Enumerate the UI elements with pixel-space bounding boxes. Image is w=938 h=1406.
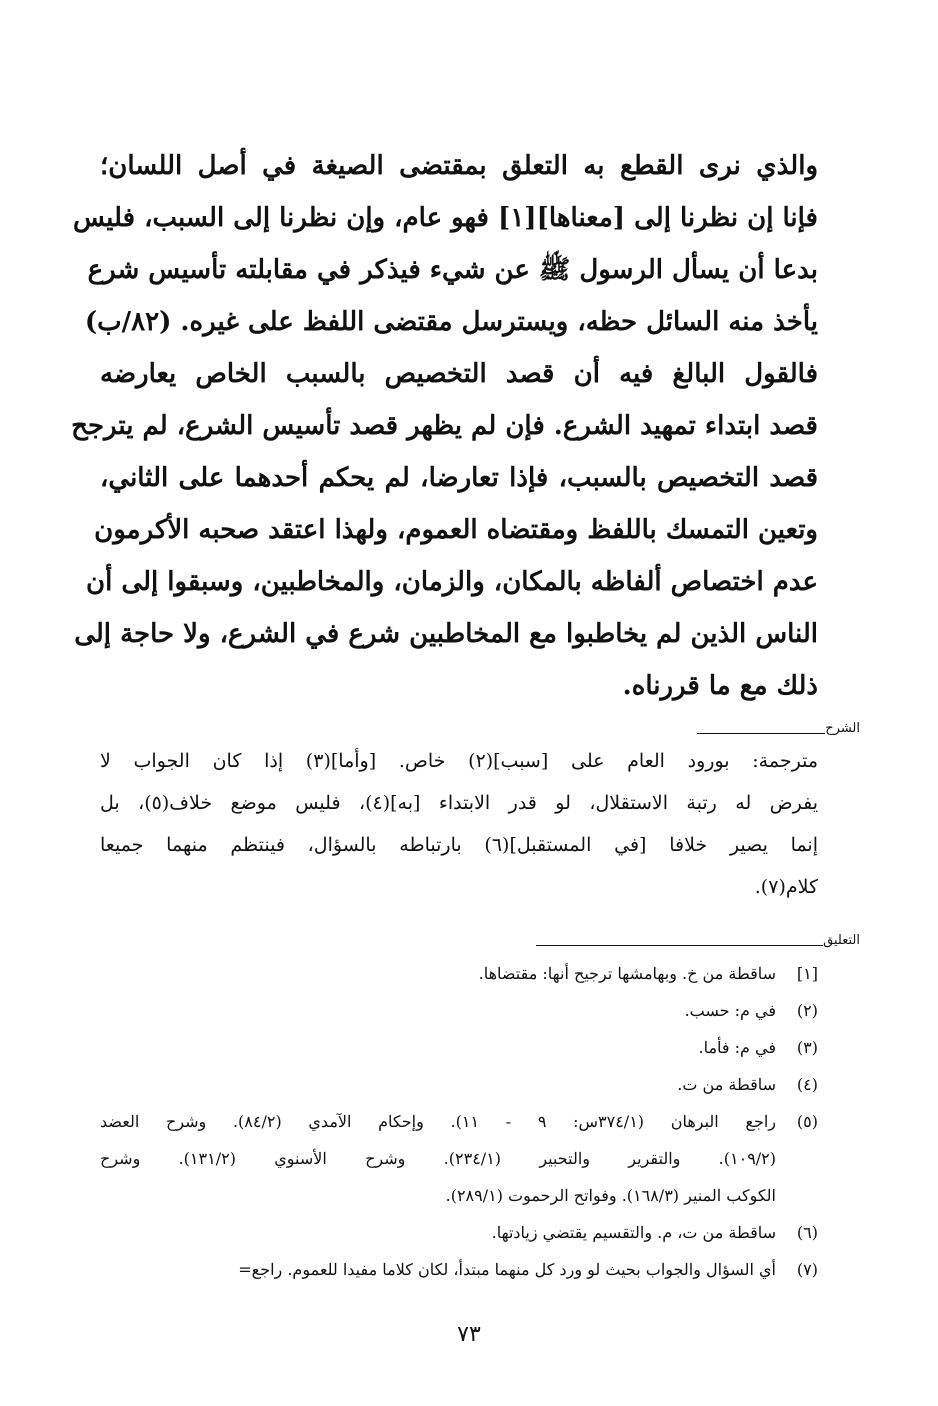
footnote-number: (٤) bbox=[796, 1075, 818, 1094]
footnote-text: ساقطة من ت. bbox=[677, 1075, 776, 1094]
sharh-rule bbox=[697, 733, 825, 734]
footnote-text: في م: فأما. bbox=[698, 1038, 776, 1057]
footnote bbox=[100, 1103, 818, 1214]
footnote-text: الكوكب المنير (١٦٨/٣). وفواتح الرحموت (٢٨٩/١). bbox=[445, 1186, 776, 1205]
main-line: بدعا أن يسأل الرسول ﷺ عن شيء فيذكر في مقابلته تأسيس شرع bbox=[87, 255, 818, 285]
footnote-number: (٢) bbox=[796, 1001, 818, 1020]
sharh-line: كلام(٧). bbox=[754, 876, 818, 898]
sharh-label: الشرح bbox=[825, 721, 860, 736]
footnote-number: (٧) bbox=[796, 1260, 818, 1279]
footnote bbox=[100, 1214, 818, 1251]
footnote bbox=[100, 1066, 818, 1103]
footnote-number: (٥) bbox=[796, 1112, 818, 1131]
taliq-label: التعليق bbox=[823, 933, 860, 948]
main-line: وتعين التمسك باللفظ ومقتضاه العموم، ولهذا اعتقد صحبه الأكرمون bbox=[94, 515, 818, 545]
footnote-number: (٦) bbox=[796, 1223, 818, 1242]
sharh-header bbox=[697, 722, 860, 736]
footnote-text: (١٠٩/٢). والتقرير والتحبير (٢٣٤/١). وشرح الأسنوي (١٣١/٢). وشرح bbox=[100, 1149, 777, 1168]
main-line: فإنا إن نظرنا إلى [معناها][١] فهو عام، وإن نظرنا إلى السبب، فليس bbox=[73, 203, 818, 233]
footnote bbox=[100, 1251, 818, 1288]
main-line: فالقول البالغ فيه أن قصد التخصيص بالسبب الخاص يعارضه bbox=[100, 359, 818, 389]
footnote bbox=[100, 992, 818, 1029]
footnote-number: (٣) bbox=[796, 1038, 818, 1057]
footnote-text: في م: حسب. bbox=[684, 1001, 776, 1020]
footnote-text: راجع البرهان (٣٧٤/١س: ٩ - ١١). وإحكام الآمدي (٨٤/٢). وشرح العضد bbox=[100, 1112, 777, 1131]
main-line: يأخذ منه السائل حظه، ويسترسل مقتضى اللفظ على غيره. (٨٢/ب) bbox=[84, 307, 818, 337]
footnote-text: ساقطة من ت، م. والتقسيم يقتضي زيادتها. bbox=[491, 1223, 776, 1242]
taliq-rule bbox=[536, 945, 823, 946]
footnote-text: أي السؤال والجواب بحيث لو ورد كل منهما مبتدأ، لكان كلاما مفيدا للعموم. راجع= bbox=[238, 1260, 776, 1279]
sharh-line: مترجمة: بورود العام على [سبب](٢) خاص. [وأما](٣) إذا كان الجواب لا bbox=[100, 750, 818, 772]
footnote-number: [١] bbox=[796, 964, 818, 983]
main-line: عدم اختصاص ألفاظه بالمكان، والزمان، والمخاطبين، وسبقوا إلى أن bbox=[86, 567, 818, 597]
sharh-line: إنما يصير خلافا [في المستقبل](٦) بارتباطه بالسؤال، فينتظم منهما جميعا bbox=[100, 834, 819, 856]
footnote bbox=[100, 1029, 818, 1066]
main-line: الناس الذين لم يخاطبوا مع المخاطبين شرع في الشرع، ولا حاجة إلى bbox=[74, 619, 818, 649]
footnote bbox=[100, 955, 818, 992]
main-line: قصد التخصيص بالسبب، فإذا تعارضا، لم يحكم أحدهما على الثاني، bbox=[100, 463, 818, 493]
main-line: قصد ابتداء تمهيد الشرع. فإن لم يظهر قصد تأسيس الشرع، لم يترجح bbox=[71, 411, 818, 441]
sharh-line: يفرض له رتبة الاستقلال، لو قدر الابتداء [به](٤)، فليس موضع خلاف(٥)، بل bbox=[100, 792, 819, 814]
footnotes bbox=[100, 955, 818, 1288]
main-line: والذي نرى القطع به التعلق بمقتضى الصيغة في أصل اللسان؛ bbox=[100, 151, 818, 181]
footnote-text: ساقطة من خ. وبهامشها ترجيح أنها: مقتضاها. bbox=[478, 964, 776, 983]
sharh-text bbox=[100, 740, 818, 908]
taliq-header bbox=[536, 934, 860, 948]
page-number: ٧٣ bbox=[457, 1322, 481, 1347]
main-line: ذلك مع ما قررناه. bbox=[622, 671, 818, 701]
main-text bbox=[71, 140, 818, 712]
